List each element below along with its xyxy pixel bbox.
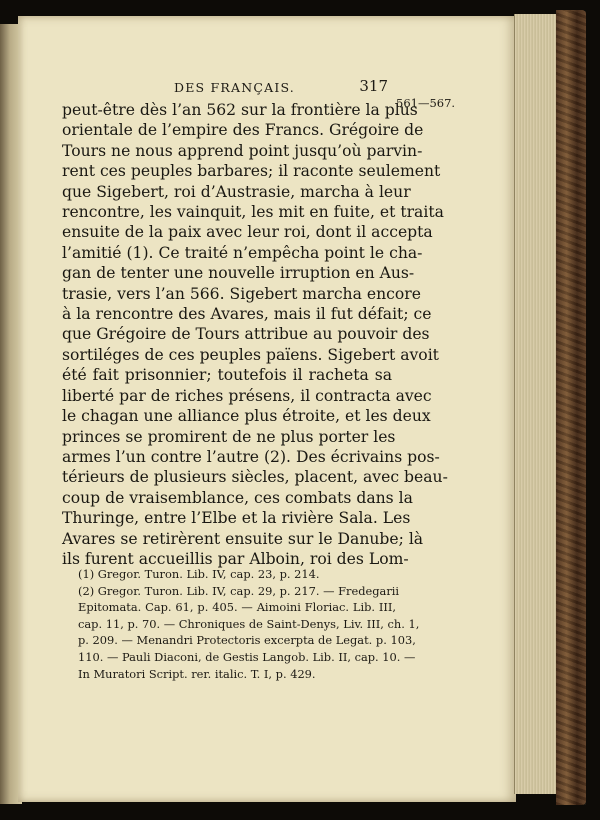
page-number: 317 — [359, 77, 388, 95]
text-line: sortiléges de ces peuples païens. Sigebert avoit — [62, 345, 439, 364]
text-line: l’amitié (1). Ce traité n’empêcha point le cha- — [62, 243, 423, 262]
text-line: rent ces peuples barbares; il raconte seulement — [62, 162, 441, 181]
text-line: que Sigebert, roi d’Austrasie, marcha à leur — [62, 182, 411, 201]
text-line: térieurs de plusieurs siècles, placent, avec beau- — [62, 468, 448, 487]
margin-date-note: 561—567. — [396, 96, 456, 110]
footnote-line: cap. 11, p. 70. — Chroniques de Saint-Denys, Liv. III, ch. 1, — [78, 616, 420, 631]
text-line: princes se promirent de ne plus porter les — [62, 427, 396, 446]
text-line: coup de vraisemblance, ces combats dans la — [62, 488, 413, 507]
text-line: Tours ne nous apprend point jusqu’où parvin- — [62, 141, 423, 160]
text-line: rencontre, les vainquit, les mit en fuite, et traita — [62, 203, 444, 222]
text-line: armes l’un contre l’autre (2). Des écrivains pos- — [62, 447, 440, 466]
running-head: DES FRANÇAIS. — [174, 80, 295, 95]
text-line: gan de tenter une nouvelle irruption en Aus- — [62, 264, 415, 283]
text-line: ensuite de la paix avec leur roi, dont il accepta — [62, 223, 433, 242]
text-line: liberté par de riches présens, il contracta avec — [62, 386, 432, 405]
text-line: orientale de l’empire des Francs. Grégoire de — [62, 121, 424, 140]
footnote-line: Epitomata. Cap. 61, p. 405. — Aimoini Floriac. Lib. III, — [78, 600, 396, 615]
text-line: trasie, vers l’an 566. Sigebert marcha encore — [62, 284, 421, 303]
footnote-line: p. 209. — Menandri Protectoris excerpta de Legat. p. 103, — [78, 633, 416, 648]
page-header — [62, 78, 392, 98]
text-line: à la rencontre des Avares, mais il fut défait; ce — [62, 305, 432, 324]
text-line: que Grégoire de Tours attribue au pouvoir des — [62, 325, 430, 344]
footnotes — [78, 566, 420, 682]
text-line: Thuringe, entre l’Elbe et la rivière Sala. Les — [62, 509, 411, 528]
text-line: été fait prisonnier; toutefois il racheta sa — [62, 366, 392, 385]
text-line: ils furent accueillis par Alboin, roi des Lom- — [62, 549, 409, 568]
book-cover — [556, 10, 586, 805]
page-stack-edge — [514, 14, 557, 794]
footnote-line: (2) Gregor. Turon. Lib. IV, cap. 29, p. 217. — Fredegarii — [78, 583, 400, 598]
text-line: Avares se retirèrent ensuite sur le Danube; là — [62, 529, 424, 548]
footnote-line: 110. — Pauli Diaconi, de Gestis Langob. Lib. II, cap. 10. — — [78, 649, 416, 664]
footnote-line: (1) Gregor. Turon. Lib. IV, cap. 23, p. 214. — [78, 567, 320, 581]
footnote-line: In Muratori Script. rer. italic. T. I, p. 429. — [78, 666, 316, 681]
text-line: peut-être dès l’an 562 sur la frontière la plus — [62, 101, 418, 119]
text-line: le chagan une alliance plus étroite, et les deux — [62, 407, 431, 426]
